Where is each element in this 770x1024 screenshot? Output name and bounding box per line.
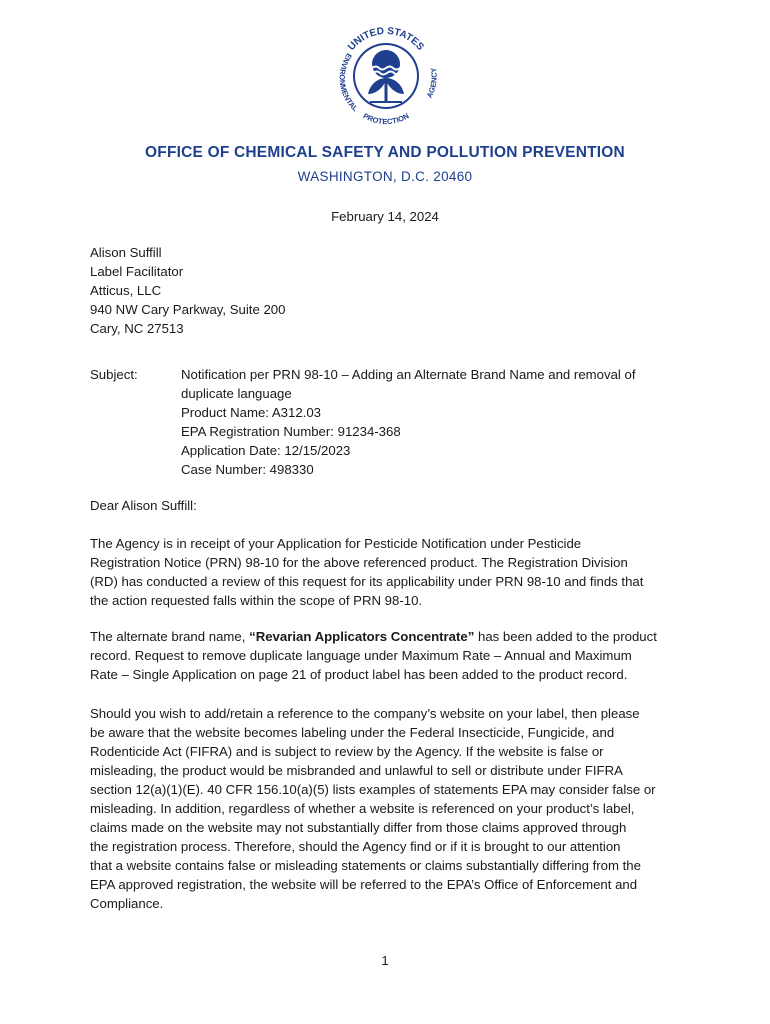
subject-block <box>181 365 681 479</box>
letter-date: February 14, 2024 <box>331 209 439 224</box>
paragraph-line: that a website contains false or misleading statements or claims substantially differing from the <box>90 858 641 873</box>
brand-suffix: has been added to the product <box>474 629 657 644</box>
office-location: WASHINGTON, D.C. 20460 <box>297 169 473 184</box>
recipient-title: Label Facilitator <box>90 264 184 279</box>
page-number: 1 <box>381 953 389 968</box>
salutation: Dear Alison Suffill: <box>90 498 197 513</box>
product-name: Product Name: A312.03 <box>181 405 322 420</box>
registration-number: EPA Registration Number: 91234-368 <box>181 424 401 439</box>
application-date: Application Date: 12/15/2023 <box>181 443 351 458</box>
paragraph-line <box>90 627 690 646</box>
seal-top-text: UNITED STATES <box>346 25 426 53</box>
epa-seal-logo <box>330 18 442 134</box>
seal-left-text: ENVIRONMENTAL <box>337 51 360 114</box>
paragraph-line: Rodenticide Act (FIFRA) and is subject to review by the Agency. If the website is false or <box>90 744 604 759</box>
brand-prefix: The alternate brand name, <box>90 629 250 644</box>
office-title: OFFICE OF CHEMICAL SAFETY AND POLLUTION PREVENTION <box>145 144 625 161</box>
recipient-name: Alison Suffill <box>90 245 162 260</box>
paragraph-line: Compliance. <box>90 896 164 911</box>
seal-bottom-text: PROTECTION <box>361 111 411 127</box>
paragraph-website <box>90 704 690 913</box>
seal-right-text: AGENCY <box>424 66 439 100</box>
paragraph-line: Registration Notice (PRN) 98-10 for the above referenced product. The Registration Division <box>90 555 628 570</box>
paragraph-line: misleading. In addition, regardless of whether a website is referenced on your product’s label, <box>90 801 635 816</box>
recipient-address <box>90 243 285 338</box>
paragraph-line: the registration process. Therefore, should the Agency find or if it is brought to our attention <box>90 839 621 854</box>
paragraph-line: section 12(a)(1)(E). 40 CFR 156.10(a)(5) lists examples of statements EPA may consider false or <box>90 782 656 797</box>
case-number: Case Number: 498330 <box>181 462 314 477</box>
brand-name: “Revarian Applicators Concentrate” <box>249 629 475 644</box>
paragraph-line: The Agency is in receipt of your Application for Pesticide Notification under Pesticide <box>90 536 582 551</box>
paragraph-line: Should you wish to add/retain a reference to the company’s website on your label, then please <box>90 706 640 721</box>
paragraph-line: EPA approved registration, the website will be referred to the EPA’s Office of Enforcement and <box>90 877 638 892</box>
paragraph-line: be aware that the website becomes labeling under the Federal Insecticide, Fungicide, and <box>90 725 615 740</box>
subject-line: duplicate language <box>181 386 292 401</box>
subject-label: Subject: <box>90 367 138 382</box>
paragraph-line: record. Request to remove duplicate language under Maximum Rate – Annual and Maximum <box>90 648 632 663</box>
recipient-company: Atticus, LLC <box>90 283 162 298</box>
paragraph-line: misleading, the product would be misbranded and unlawful to sell or distribute under FIFRA <box>90 763 623 778</box>
paragraph-line: claims made on the website may not substantially differ from those claims approved through <box>90 820 627 835</box>
paragraph-line: (RD) has conducted a review of this request for its applicability under PRN 98-10 and finds that <box>90 574 644 589</box>
recipient-street: 940 NW Cary Parkway, Suite 200 <box>90 302 286 317</box>
paragraph-receipt <box>90 534 690 610</box>
paragraph-line: the action requested falls within the scope of PRN 98-10. <box>90 593 423 608</box>
paragraph-line: Rate – Single Application on page 21 of product label has been added to the product record. <box>90 667 628 682</box>
recipient-city: Cary, NC 27513 <box>90 321 184 336</box>
subject-line: Notification per PRN 98-10 – Adding an Alternate Brand Name and removal of <box>181 367 636 382</box>
paragraph-brand-name <box>90 627 690 684</box>
svg-text:PROTECTION <box>362 111 411 126</box>
